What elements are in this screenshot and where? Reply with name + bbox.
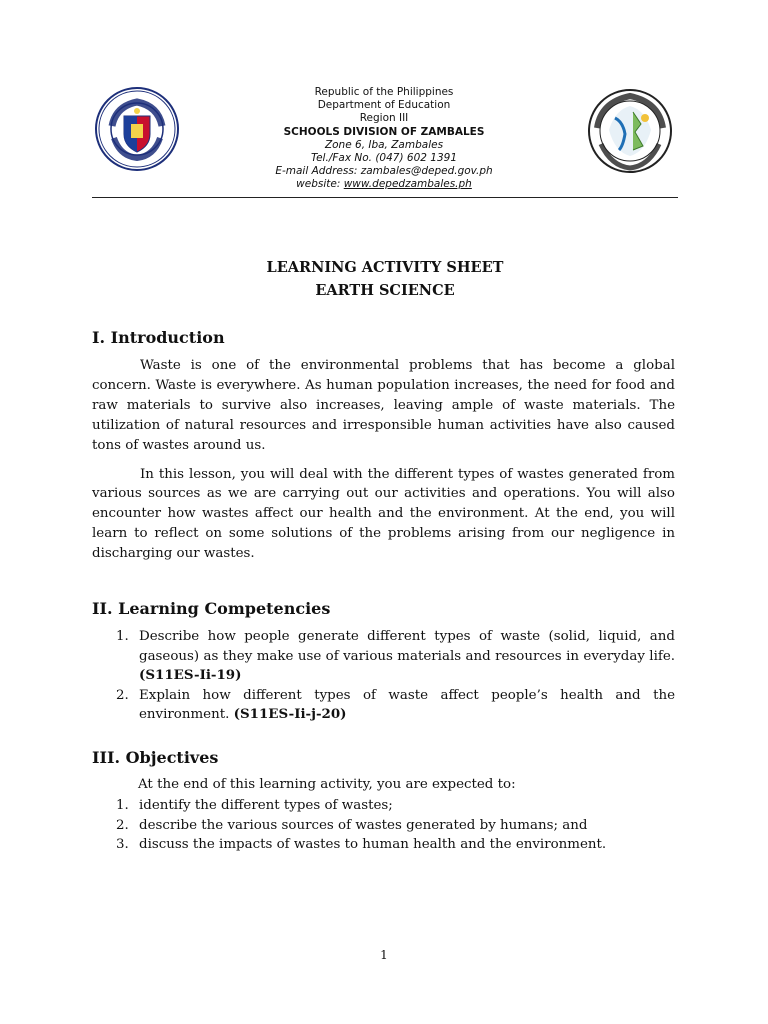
document-title: LEARNING ACTIVITY SHEET: [266, 259, 504, 276]
introduction-paragraph-1: Waste is one of the environmental problems that has become a global concern. Waste is everywhere. As human population increases, the need for food and raw materials to survive also increases, leaving ample of waste materials. The utilization of natural resources and irresponsible human activities have also caused tons of wastes around us.: [92, 358, 675, 453]
list-item: [116, 686, 675, 725]
list-item: [116, 835, 675, 855]
objective-text: discuss the impacts of wastes to human health and the environment.: [139, 837, 607, 853]
header-divider: [92, 197, 678, 198]
website-prefix: website:: [296, 178, 344, 191]
section-objectives-heading: III. Objectives: [92, 748, 219, 767]
introduction-paragraph-2: In this lesson, you will deal with the different types of wastes generated from various sources as we are carrying out our activities and operations. You will also encounter how wastes affect our health and the environment. At the end, you will learn to reflect on some solutions of the problems arising from our negligence in discharging our wastes.: [92, 466, 675, 562]
header-address: Zone 6, Iba, Zambales: [324, 138, 444, 151]
objectives-list: [116, 796, 675, 855]
list-number: 1.: [116, 798, 129, 813]
competency-code: (S11ES-Ii-j-20): [233, 706, 347, 723]
website-link[interactable]: www.depedzambales.ph: [343, 178, 472, 191]
header-division: SCHOOLS DIVISION OF ZAMBALES: [283, 125, 485, 138]
objectives-intro: At the end of this learning activity, you are expected to:: [138, 777, 516, 792]
list-number: 1.: [116, 629, 129, 644]
header-region: Region III: [359, 112, 409, 125]
header-department: Department of Education: [317, 99, 451, 112]
list-item: [116, 816, 675, 836]
list-item: [116, 627, 675, 686]
competencies-list: [116, 627, 675, 725]
division-seal-logo: [585, 88, 675, 178]
competency-text: Explain how different types of waste affect people’s health and the environment.: [139, 687, 675, 723]
list-number: 2.: [116, 687, 129, 703]
competency-code: (S11ES-Ii-19): [139, 667, 242, 684]
list-item: [116, 796, 675, 816]
header-republic: Republic of the Philippines: [314, 86, 454, 98]
deped-seal-logo: [94, 86, 180, 176]
introduction-text: [92, 356, 675, 564]
competency-text: Describe how people generate different types of waste (solid, liquid, and gaseous) as they make use of various materials and resources in everyday life.: [139, 629, 675, 664]
objective-text: describe the various sources of wastes generated by humans; and: [139, 817, 588, 833]
list-number: 3.: [116, 837, 129, 853]
header-email: E-mail Address: zambales@deped.gov.ph: [275, 165, 493, 178]
header-telfax: Tel./Fax No. (047) 602 1391: [310, 152, 458, 165]
header-website: [230, 178, 538, 191]
page-number: 1: [380, 948, 388, 962]
letterhead: [230, 86, 538, 192]
objective-text: identify the different types of wastes;: [139, 798, 393, 813]
section-competencies-heading: II. Learning Competencies: [92, 599, 331, 618]
section-introduction-heading: I. Introduction: [92, 328, 225, 347]
list-number: 2.: [116, 817, 129, 833]
subject-title: EARTH SCIENCE: [315, 282, 455, 299]
